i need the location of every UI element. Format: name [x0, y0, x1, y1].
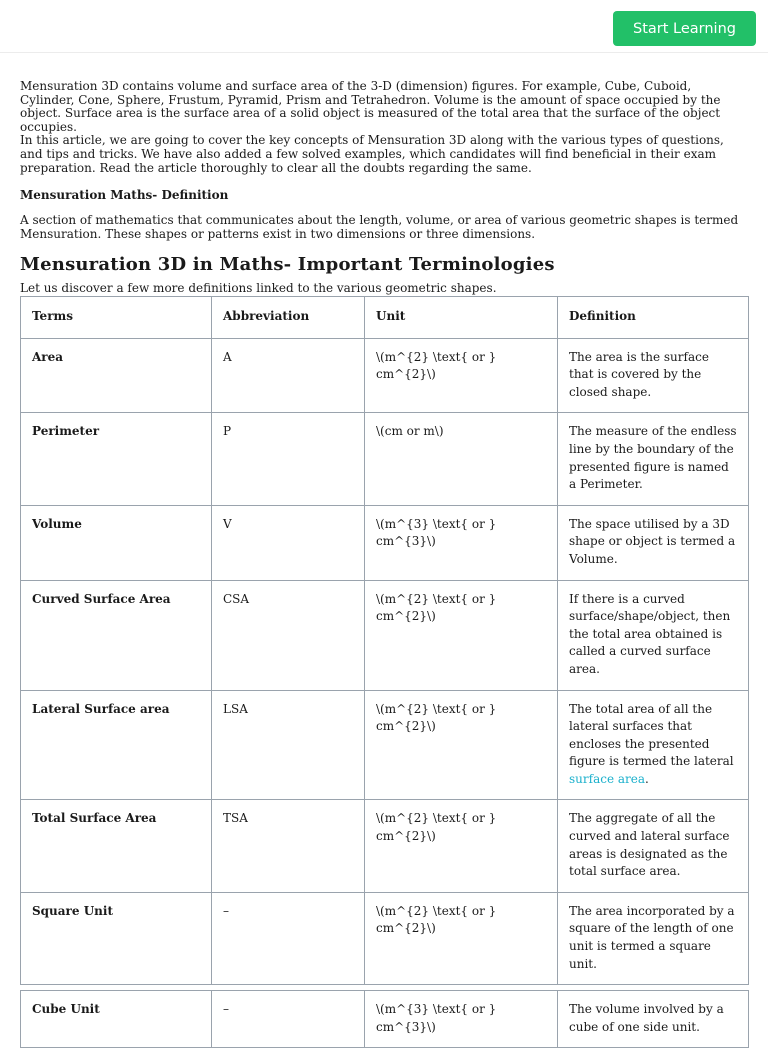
definition-cell: The area incorporated by a square of the length of one unit is termed a square unit.: [558, 892, 749, 984]
term-cell: Square Unit: [21, 892, 212, 984]
table-row: [21, 991, 749, 1048]
unit-cell: \(m^{2} \text{ or } cm^{2}\): [365, 892, 558, 984]
column-header-definition: Definition: [558, 297, 749, 339]
column-header-abbreviation: Abbreviation: [212, 297, 365, 339]
definition-cell: The volume involved by a cube of one side unit.: [558, 991, 749, 1048]
surface-area-link[interactable]: surface area: [569, 771, 646, 786]
abbreviation-cell: –: [212, 991, 365, 1048]
unit-cell: \(cm or m\): [365, 413, 558, 505]
terminology-table-continued: [20, 990, 749, 1048]
term-cell: Total Surface Area: [21, 800, 212, 892]
term-cell: Volume: [21, 505, 212, 580]
definition-cell: The area is the surface that is covered by the closed shape.: [558, 338, 749, 413]
definition-text: A section of mathematics that communicates about the length, volume, or area of various geometric shapes is termed Mensuration. These shapes or patterns exist in two dimensions or three dimensions.: [20, 213, 739, 241]
term-cell: Cube Unit: [21, 991, 212, 1048]
top-bar: [0, 0, 768, 53]
table-header-row: [21, 297, 749, 339]
unit-cell: \(m^{2} \text{ or } cm^{2}\): [365, 690, 558, 800]
definition-cell: The measure of the endless line by the boundary of the presented figure is named a Perimeter.: [558, 413, 749, 505]
column-header-unit: Unit: [365, 297, 558, 339]
section-lead: Let us discover a few more definitions linked to the various geometric shapes.: [20, 281, 497, 296]
table-row: [21, 413, 749, 505]
definition-cell: The aggregate of all the curved and lateral surface areas is designated as the total surface area.: [558, 800, 749, 892]
abbreviation-cell: A: [212, 338, 365, 413]
term-cell: Perimeter: [21, 413, 212, 505]
abbreviation-cell: LSA: [212, 690, 365, 800]
unit-cell: \(m^{3} \text{ or } cm^{3}\): [365, 991, 558, 1048]
definition-period: .: [645, 771, 649, 786]
intro-paragraph-1: Mensuration 3D contains volume and surface area of the 3-D (dimension) figures. For example, Cube, Cuboid, Cylinder, Cone, Sphere, Frustum, Pyramid, Prism and Tetrahedron. Volume is the amount of space occupied by the object. Surface area is the surface area of a solid object is measured of the total area that the surface of the object occupies.: [20, 79, 721, 134]
definition-text: The total area of all the lateral surfaces that encloses the presented figure is termed the lateral: [569, 701, 734, 769]
table-row: [21, 892, 749, 984]
abbreviation-cell: TSA: [212, 800, 365, 892]
unit-cell: \(m^{2} \text{ or } cm^{2}\): [365, 338, 558, 413]
article-content: [20, 80, 748, 296]
term-cell: Area: [21, 338, 212, 413]
intro-paragraph-2: In this article, we are going to cover the key concepts of Mensuration 3D along with the various types of questions, and tips and tricks. We have also added a few solved examples, which candidates will find beneficial in their exam preparation. Read the article thoroughly to clear all the doubts regarding the same.: [20, 133, 724, 175]
term-cell: Curved Surface Area: [21, 580, 212, 690]
section-heading: Mensuration 3D in Maths- Important Terminologies: [20, 254, 555, 276]
table-row: [21, 338, 749, 413]
abbreviation-cell: P: [212, 413, 365, 505]
table-row: [21, 690, 749, 800]
unit-cell: \(m^{2} \text{ or } cm^{2}\): [365, 800, 558, 892]
abbreviation-cell: CSA: [212, 580, 365, 690]
term-cell: Lateral Surface area: [21, 690, 212, 800]
unit-cell: \(m^{3} \text{ or } cm^{3}\): [365, 505, 558, 580]
abbreviation-cell: –: [212, 892, 365, 984]
definition-cell: [558, 690, 749, 800]
terminology-table: [20, 296, 749, 985]
table-row: [21, 800, 749, 892]
definition-heading: Mensuration Maths- Definition: [20, 188, 229, 203]
definition-cell: If there is a curved surface/shape/object, then the total area obtained is called a curved surface area.: [558, 580, 749, 690]
column-header-terms: Terms: [21, 297, 212, 339]
abbreviation-cell: V: [212, 505, 365, 580]
unit-cell: \(m^{2} \text{ or } cm^{2}\): [365, 580, 558, 690]
table-row: [21, 580, 749, 690]
table-row: [21, 505, 749, 580]
start-learning-button[interactable]: Start Learning: [613, 11, 756, 46]
intro-text: [20, 80, 748, 175]
definition-cell: The space utilised by a 3D shape or object is termed a Volume.: [558, 505, 749, 580]
